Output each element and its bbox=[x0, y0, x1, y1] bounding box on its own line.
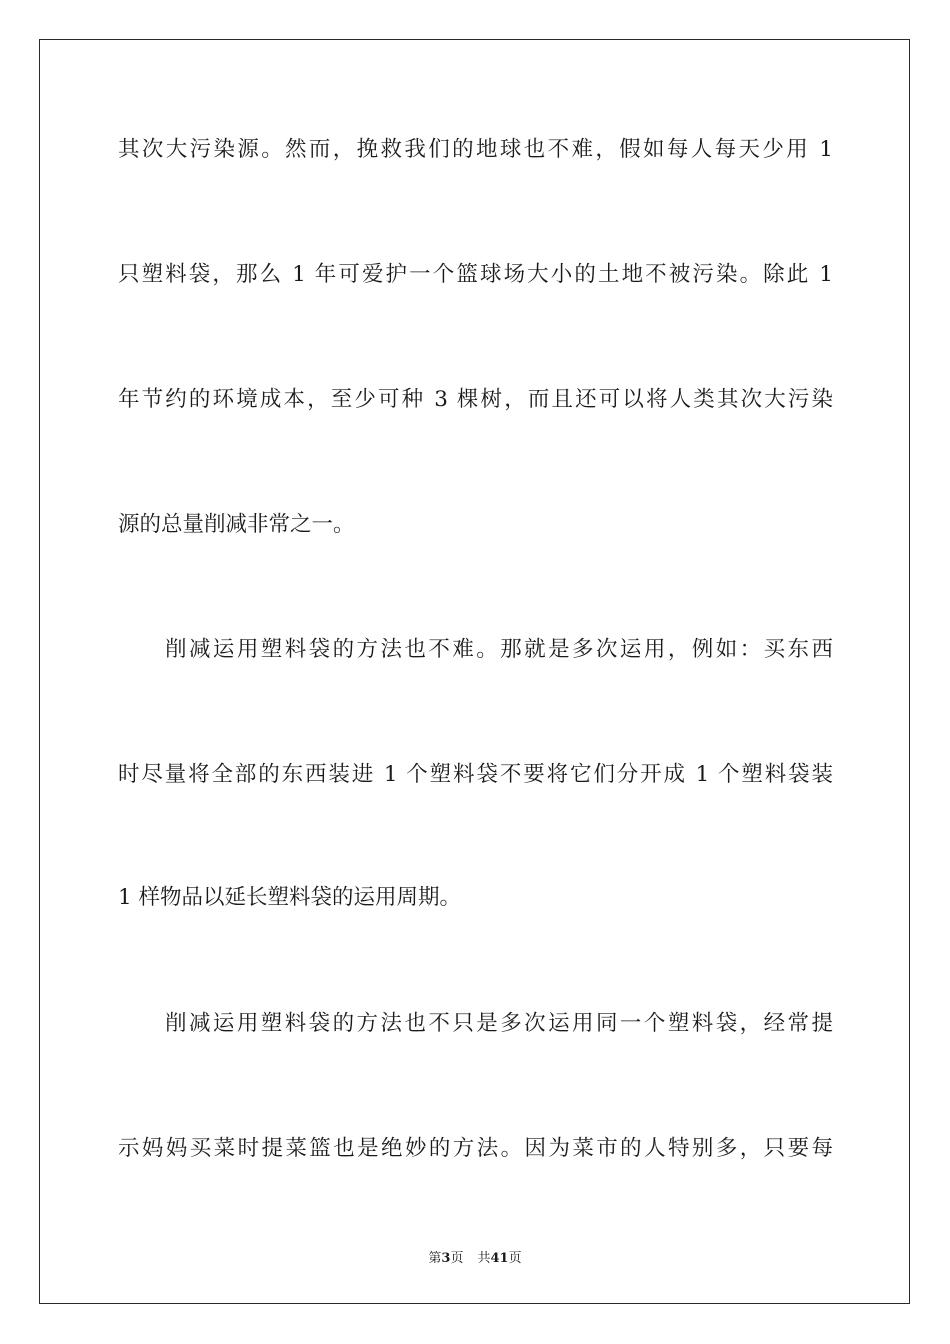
body-text-line: 示妈妈买菜时提菜篮也是绝妙的方法。因为菜市的人特别多，只要每 bbox=[118, 1136, 833, 1161]
page-number: 3 bbox=[441, 1251, 451, 1266]
body-text-line: 源的总量削减非常之一。 bbox=[118, 512, 355, 537]
total-suffix: 页 bbox=[508, 1251, 522, 1266]
page-suffix: 页 bbox=[450, 1251, 464, 1266]
body-text-line: 年节约的环境成本，至少可种 3 棵树，而且还可以将人类其次大污染 bbox=[118, 387, 833, 412]
page-footer bbox=[0, 1247, 950, 1266]
paragraph-first-line: 削减运用塑料袋的方法也不难。那就是多次运用，例如：买东西 bbox=[165, 637, 833, 662]
total-prefix: 共 bbox=[477, 1251, 491, 1266]
paragraph-first-line: 削减运用塑料袋的方法也不只是多次运用同一个塑料袋，经常提 bbox=[165, 1011, 833, 1036]
page-border bbox=[39, 39, 910, 1304]
total-pages: 41 bbox=[490, 1251, 509, 1266]
body-text-line: 1 样物品以延长塑料袋的运用周期。 bbox=[118, 885, 462, 910]
body-text-line: 其次大污染源。然而，挽救我们的地球也不难，假如每人每天少用 1 bbox=[118, 137, 833, 162]
page-prefix: 第 bbox=[428, 1251, 442, 1266]
body-text-line: 只塑料袋，那么 1 年可爱护一个篮球场大小的土地不被污染。除此 1 bbox=[118, 262, 833, 287]
body-text-line: 时尽量将全部的东西装进 1 个塑料袋不要将它们分开成 1 个塑料袋装 bbox=[118, 762, 833, 787]
